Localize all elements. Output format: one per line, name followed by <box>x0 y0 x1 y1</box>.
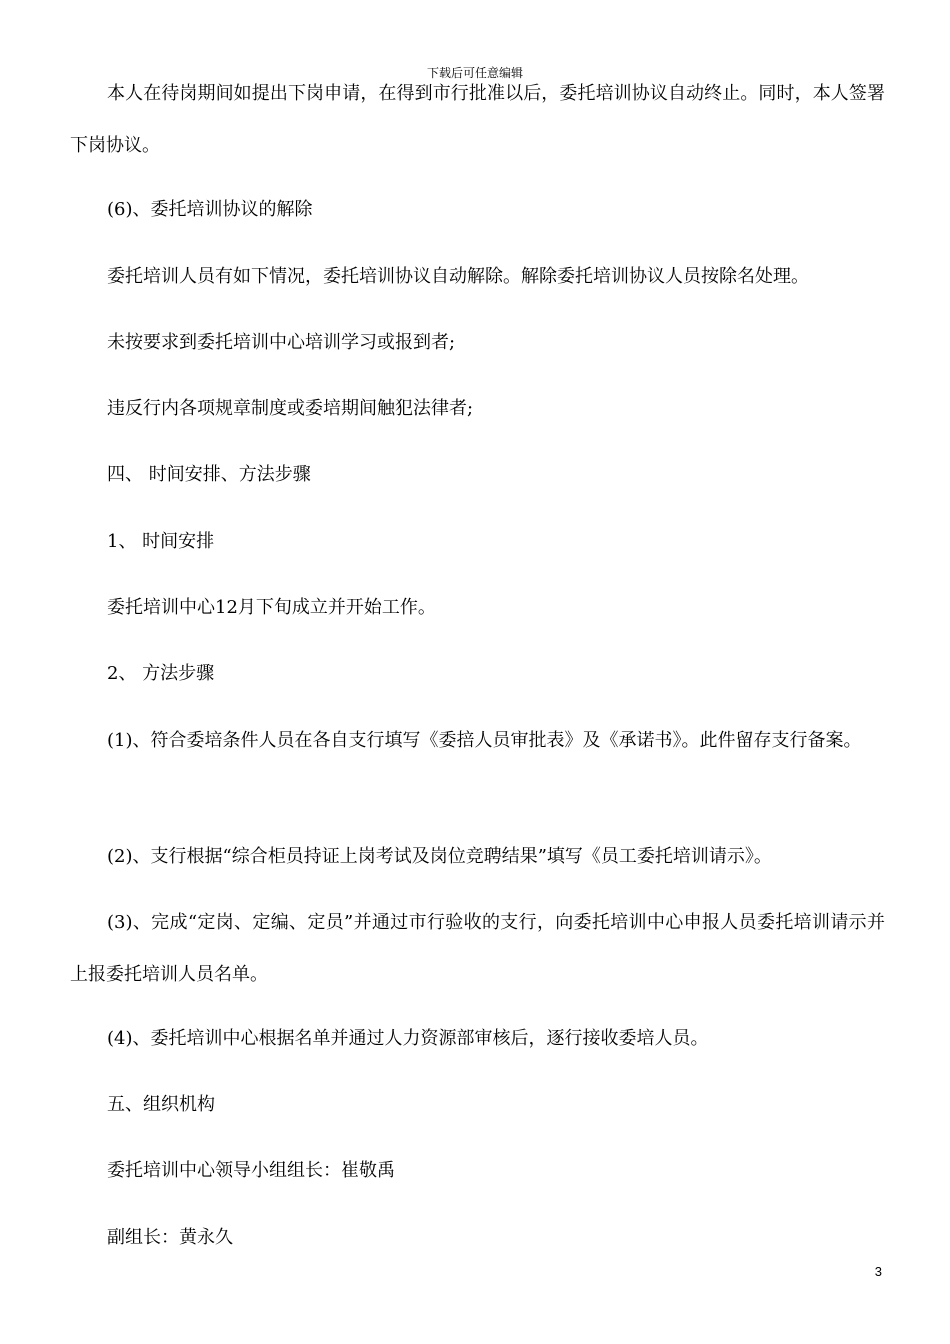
section-heading-organization: 五、组织机构 <box>107 1094 215 1115</box>
paragraph-condition-2: 违反行内各项规章制度或委培期间触犯法律者; <box>107 398 474 419</box>
subheading-method-steps: 2、 方法步骤 <box>107 663 215 684</box>
paragraph-step-1: (1)、符合委培条件人员在各自支行填写《委掊人员审批表》及《承诺书》。此件留存支行备案。 <box>107 730 862 751</box>
paragraph-condition-1: 未按要求到委托培训中心培训学习或报到者; <box>107 332 456 353</box>
paragraph-termination-conditions: 委托培训人员有如下情况，委托培训协议自动解除。解除委托培训协议人员按除名处理。 <box>107 266 809 287</box>
page-number: 3 <box>874 1264 882 1279</box>
paragraph-resignation: 本人在待岗期间如提出下岗申请，在得到市行批准以后，委托培训协议自动终止。同时，本人签署下岗协议。 <box>70 83 885 156</box>
paragraph-step-3: (3)、完成“定岗、定编、定员”并通过市行验收的支行，向委托培训中心申报人员委托培训请示并上报委托培训人员名单。 <box>70 912 885 985</box>
paragraph-center-start: 委托培训中心12月下旬成立并开始工作。 <box>107 597 436 618</box>
paragraph-deputy-leader: 副组长：黄永久 <box>107 1227 233 1248</box>
subheading-time-schedule: 1、 时间安排 <box>107 531 215 552</box>
paragraph-heading-termination: (6)、委托培训协议的解除 <box>107 199 313 220</box>
paragraph-group-leader: 委托培训中心领导小组组长：崔敬禹 <box>107 1160 395 1181</box>
section-heading-schedule: 四、 时间安排、方法步骤 <box>107 464 311 485</box>
header-note: 下载后可任意编辑 <box>426 66 523 80</box>
paragraph-step-2: (2)、支行根据“综合柜员持证上岗考试及岗位竞聘结果”填写《员工委托培训请示》。 <box>107 846 772 867</box>
paragraph-step-4: (4)、委托培训中心根据名单并通过人力资源部审核后，逐行接收委培人员。 <box>107 1028 709 1049</box>
